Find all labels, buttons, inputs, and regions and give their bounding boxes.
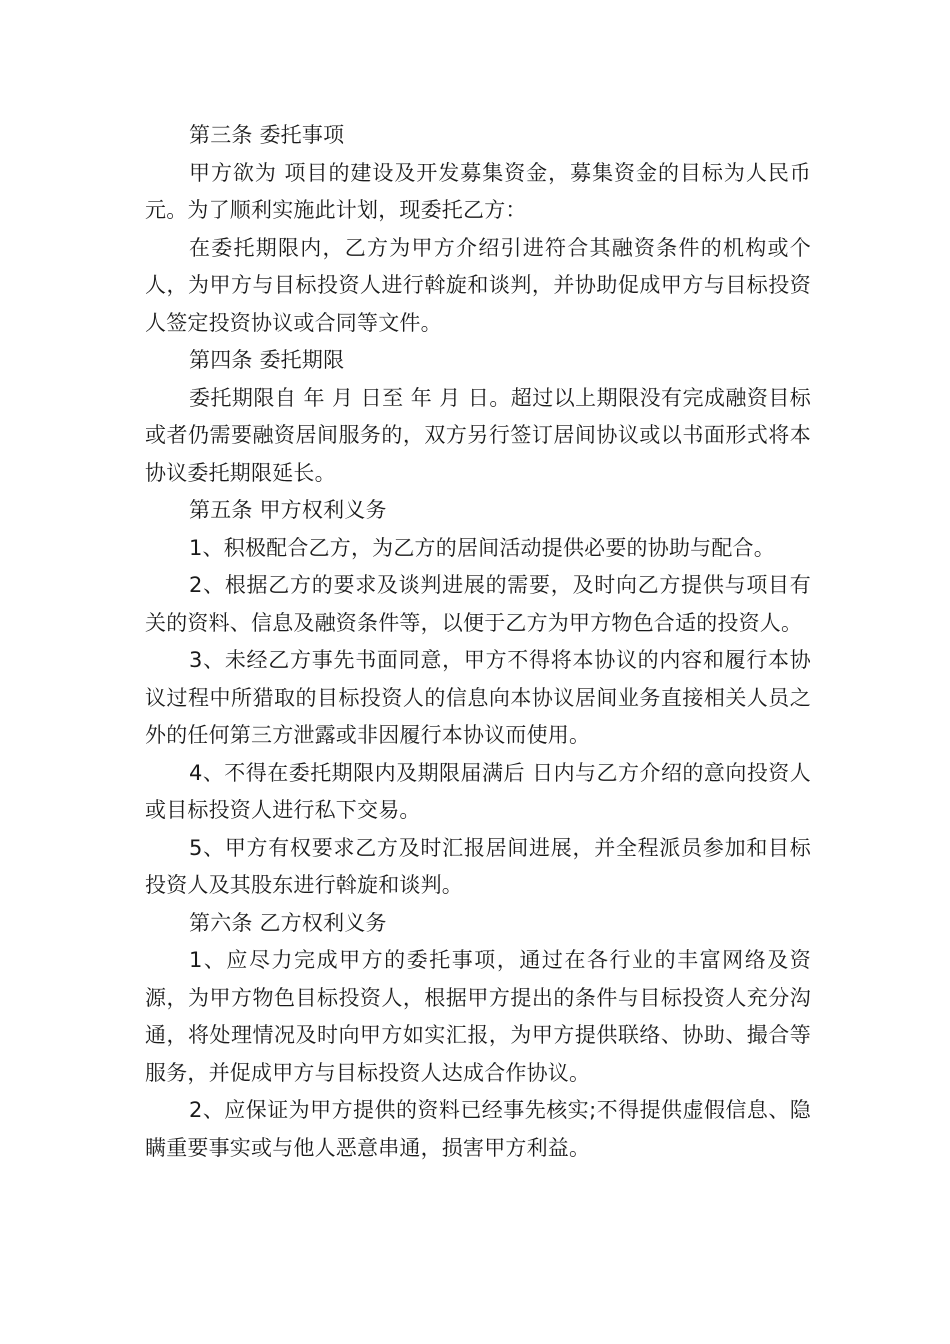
list-item: 1、积极配合乙方，为乙方的居间活动提供必要的协助与配合。 (189, 535, 775, 560)
paragraph: 委托期限自 年 月 日至 年 月 日。超过以上期限没有完成融资目标或者仍需要融资居间服务的，双方另行签订居间协议或以书面形式将本协议委托期限延长。 (145, 385, 811, 485)
list-item: 2、应保证为甲方提供的资料已经事先核实;不得提供虚假信息、隐瞒重要事实或与他人恶意串通，损害甲方利益。 (145, 1098, 811, 1160)
list-item: 1、应尽力完成甲方的委托事项，通过在各行业的丰富网络及资源，为甲方物色目标投资人，根据甲方提出的条件与目标投资人充分沟通，将处理情况及时向甲方如实汇报，为甲方提供联络、协助、撮合等服务，并促成甲方与目标投资人达成合作协议。 (145, 948, 811, 1085)
paragraph: 在委托期限内，乙方为甲方介绍引进符合其融资条件的机构或个人，为甲方与目标投资人进行斡旋和谈判，并协助促成甲方与目标投资人签定投资协议或合同等文件。 (145, 235, 811, 335)
section-heading-5: 第五条 甲方权利义务 (189, 498, 387, 522)
document-body (145, 117, 811, 1167)
section-heading-6: 第六条 乙方权利义务 (189, 910, 387, 935)
section-heading-3: 第三条 委托事项 (189, 123, 345, 147)
list-item: 4、不得在委托期限内及期限届满后 日内与乙方介绍的意向投资人或目标投资人进行私下交易。 (145, 760, 811, 822)
list-item: 3、未经乙方事先书面同意，甲方不得将本协议的内容和履行本协议过程中所猎取的目标投资人的信息向本协议居间业务直接相关人员之外的任何第三方泄露或非因履行本协议而使用。 (145, 648, 811, 747)
list-item: 5、甲方有权要求乙方及时汇报居间进展，并全程派员参加和目标投资人及其股东进行斡旋和谈判。 (145, 835, 811, 897)
paragraph: 甲方欲为 项目的建设及开发募集资金，募集资金的目标为人民币 元。为了顺利实施此计划，现委托乙方： (145, 160, 811, 222)
section-heading-4: 第四条 委托期限 (189, 348, 345, 372)
list-item: 2、根据乙方的要求及谈判进展的需要，及时向乙方提供与项目有关的资料、信息及融资条件等，以便于乙方为甲方物色合适的投资人。 (145, 573, 811, 635)
